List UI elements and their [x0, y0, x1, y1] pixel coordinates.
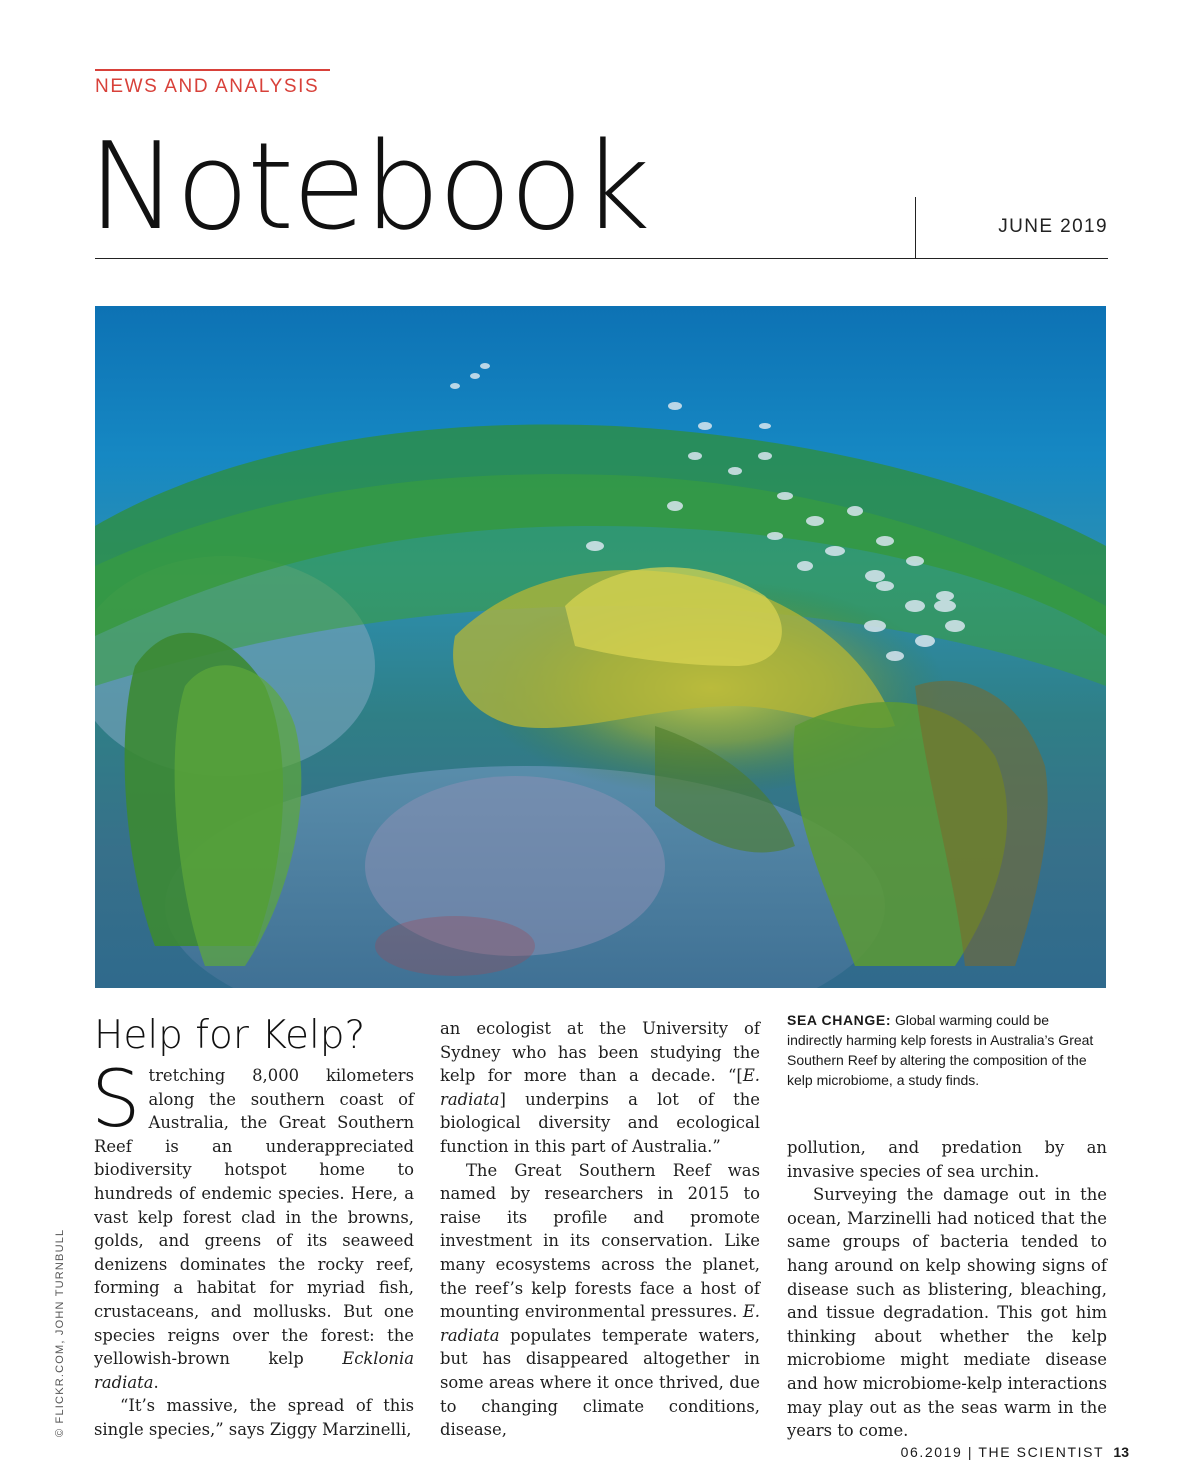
- article-paragraph: pollution, and predation by an invasive species of sea urchin.: [787, 1138, 1107, 1181]
- article-headline: Help for Kelp?: [94, 1013, 366, 1058]
- paragraph-text: .: [153, 1372, 159, 1392]
- article-paragraph: The Great Southern Reef was named by researchers in 2015 to raise its profile and promote investment in its conservation. Like many ecosystems across the planet, the reef’s kelp forests face a host of mounting environmental pressures. E. radiata populates temperate waters, but has disappeared altogether in some areas where it once thrived, due to changing climate conditions, disease,: [440, 1160, 760, 1440]
- caption-label: SEA CHANGE:: [787, 1012, 892, 1028]
- issue-date: JUNE 2019: [998, 216, 1108, 237]
- article-paragraph: Surveying the damage out in the ocean, Marzinelli had noticed that the same groups of bacteria tended to hang around on kelp showing signs of disease such as blistering, bleaching, and tissue degradation. This got him thinking about whether the kelp microbiome might mediate disease and how microbiome-kelp interactions may play out as the seas warm in the years to come.: [787, 1185, 1107, 1441]
- species-name: Ecklonia radiata: [94, 1349, 414, 1392]
- article-paragraph: an ecologist at the University of Sydney who has been studying the kelp for more than a decade. “[E. radiata] underpins a lot of the biological diversity and ecological function in this part of Australia.”: [440, 1019, 760, 1156]
- header-rule: [95, 258, 1108, 259]
- section-rule: [95, 69, 330, 71]
- header-divider: [915, 197, 916, 259]
- drop-cap: S: [91, 1055, 141, 1145]
- paragraph-text: tretching 8,000 kilometers along the southern coast of Australia, the Great Southern Reef is an underappreciated biodiversity hotspot home to hundreds of endemic species. Here, a vast kelp forest clad in the browns, golds, and greens of its seaweed denizens dominates the rocky reef, forming a habitat for myriad fish, crustaceans, and mollusks. But one species reigns over the forest: the yellowish-brown kelp: [94, 1066, 414, 1369]
- caption-text: Global warming could be indirectly harming kelp forests in Australia’s Great Southern Reef by altering the composition of the kelp microbiome, a study finds.: [787, 1012, 1094, 1088]
- section-label: NEWS AND ANALYSIS: [95, 76, 320, 97]
- kelp-forest-illustration: [95, 306, 1106, 988]
- kelp-forest-photo: [95, 306, 1106, 988]
- article-column-3: [787, 1136, 1107, 1443]
- article-paragraph: [91, 1055, 414, 1394]
- article-paragraph: “It’s massive, the spread of this single species,” says Ziggy Marzinelli,: [94, 1396, 414, 1439]
- page-footer: [901, 1444, 1129, 1460]
- page-title: Notebook: [88, 118, 649, 257]
- photo-credit: © FLICKR.COM, JOHN TURNBULL: [54, 1228, 66, 1437]
- footer-issue: 06.2019 | THE SCIENTIST: [900, 1444, 1104, 1460]
- article-column-1: [91, 1055, 414, 1442]
- page-number: 13: [1113, 1444, 1129, 1460]
- article-column-2: [440, 1017, 760, 1442]
- photo-caption: [787, 1010, 1107, 1090]
